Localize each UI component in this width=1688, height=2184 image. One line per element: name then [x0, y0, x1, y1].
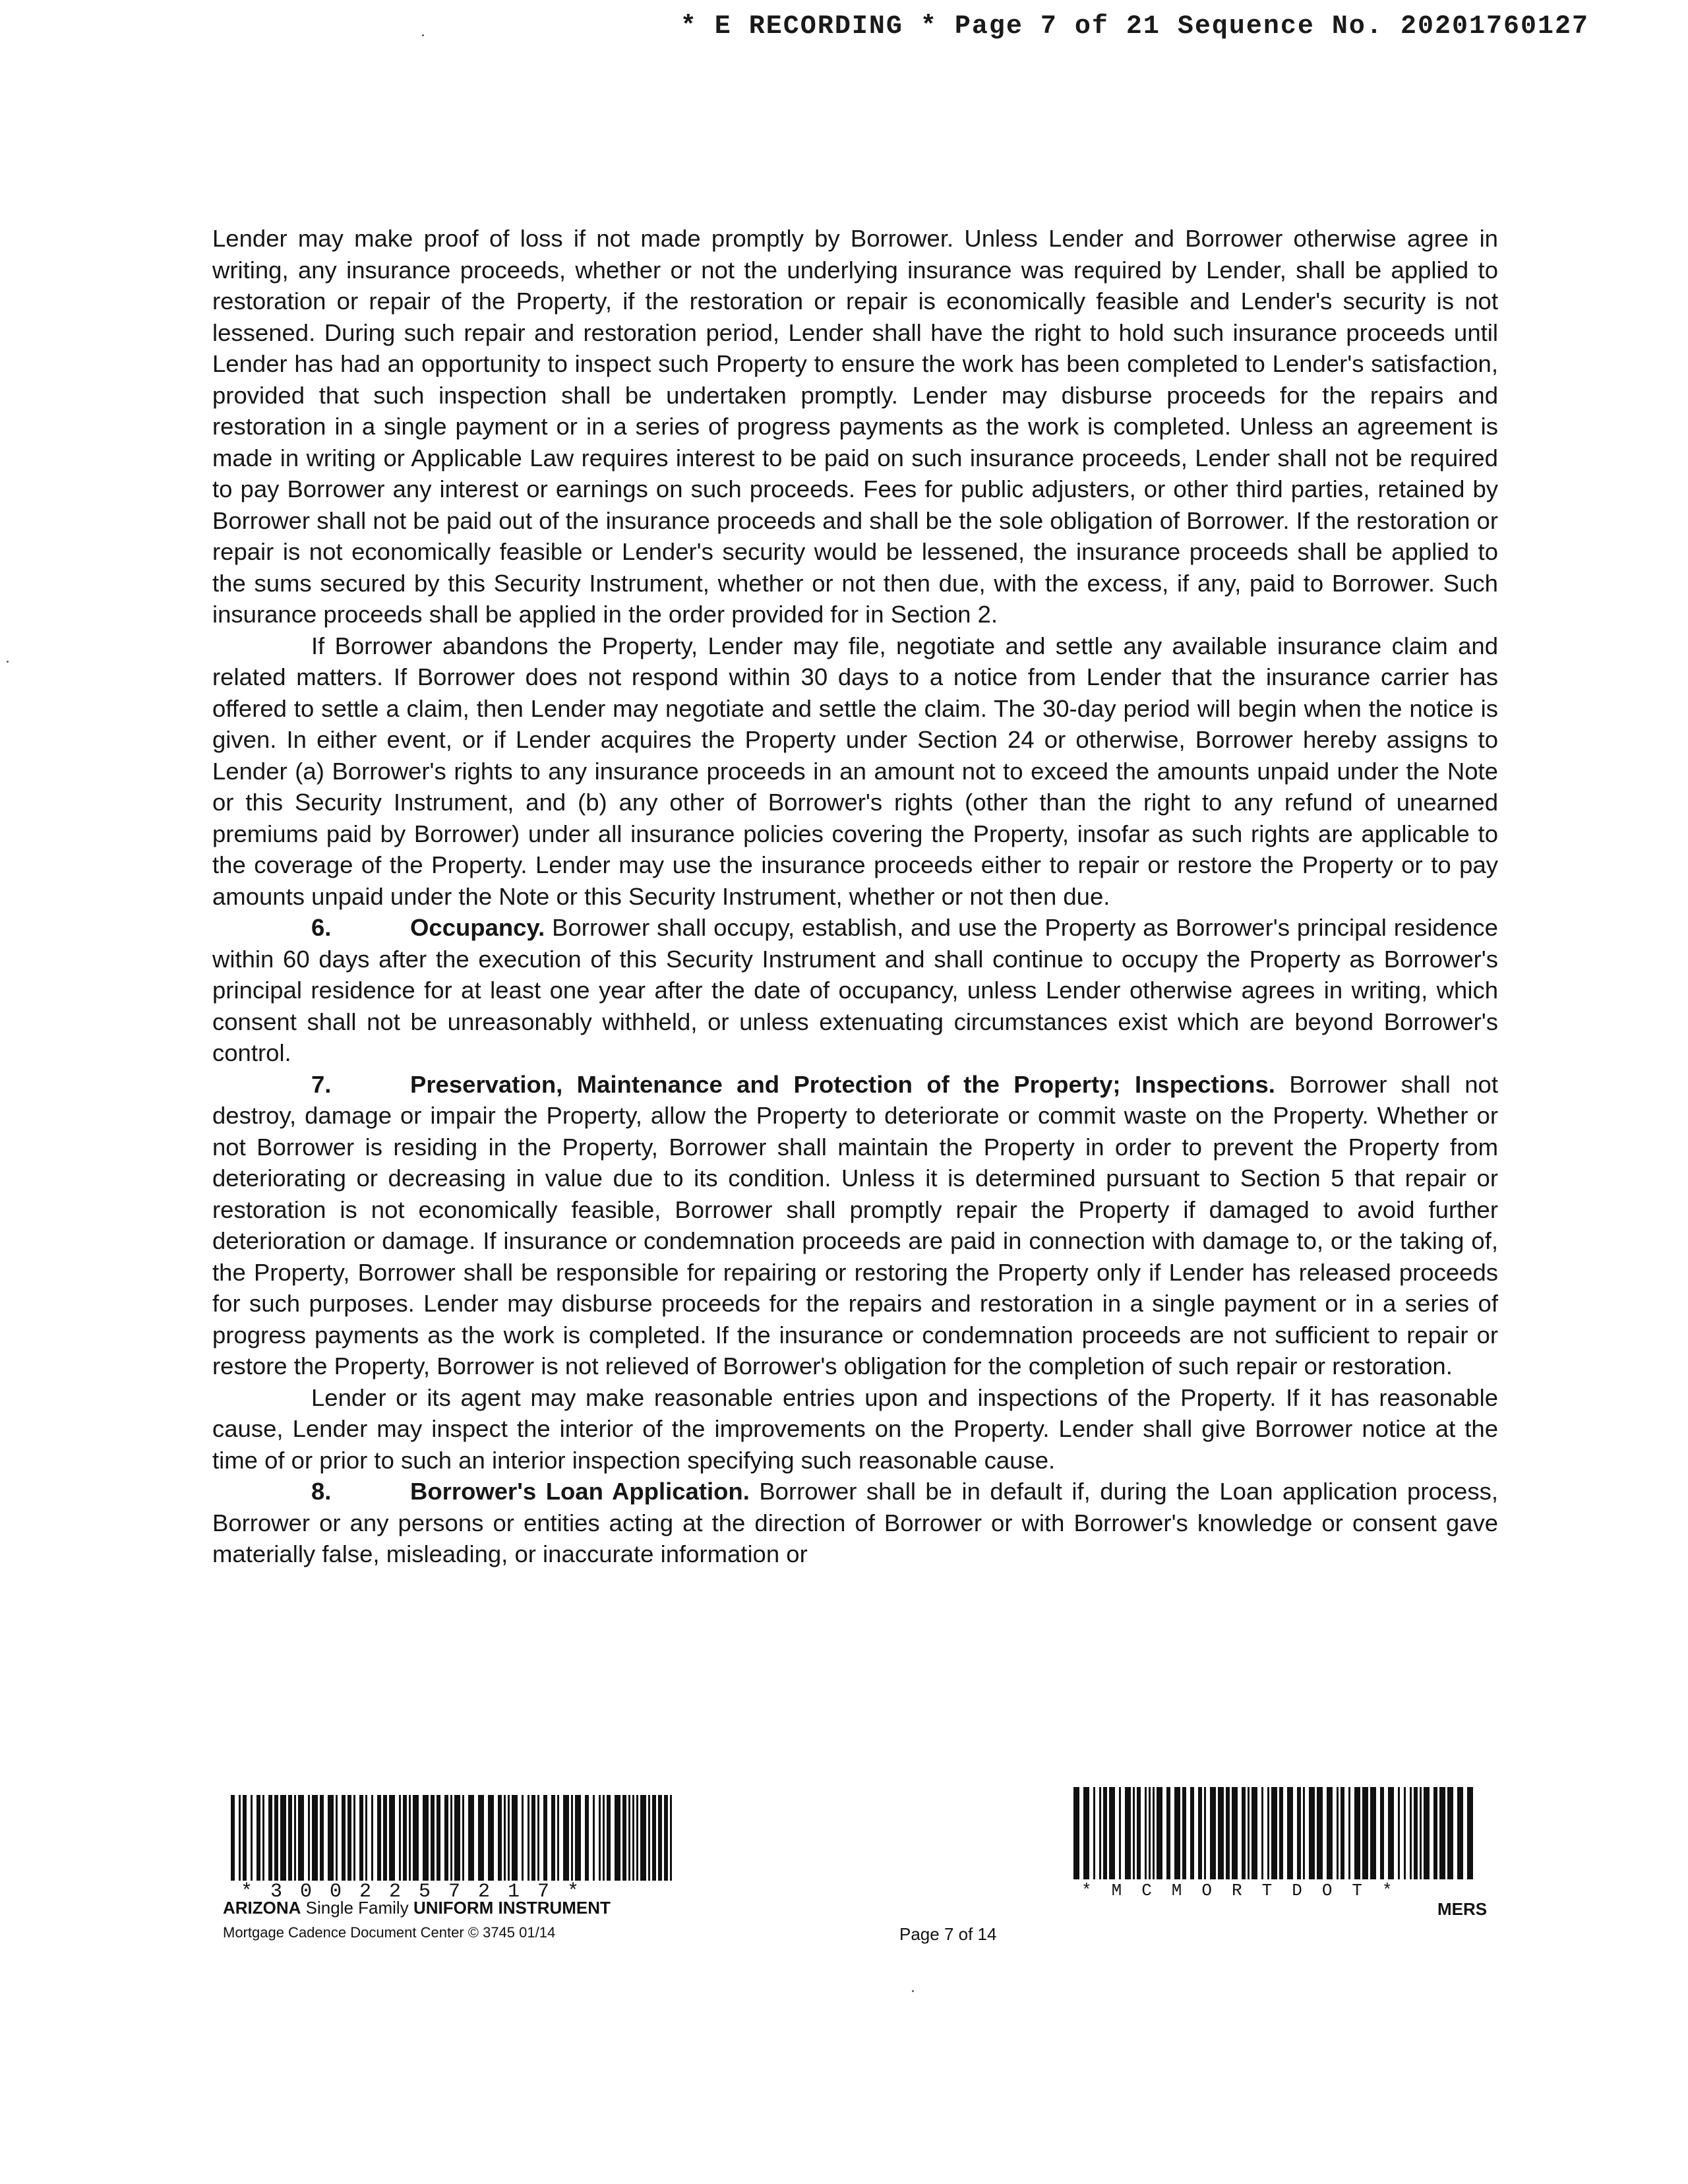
barcode-bar: [1248, 1787, 1250, 1879]
barcode-bar: [1404, 1787, 1406, 1879]
barcode-bar: [359, 1795, 363, 1881]
barcode-bar: [377, 1795, 381, 1881]
barcode-bar: [298, 1795, 304, 1881]
barcode-bar: [1182, 1787, 1186, 1879]
barcode-bar: [575, 1795, 581, 1881]
barcode-bar: [640, 1795, 646, 1881]
barcode-bar: [1327, 1787, 1333, 1879]
barcode-bar: [268, 1795, 272, 1881]
barcode-bar: [1337, 1787, 1339, 1879]
barcode-bar: [1198, 1787, 1202, 1879]
barcode-bar: [508, 1795, 510, 1881]
page-number: Page 7 of 14: [899, 1924, 997, 1944]
barcode-bar: [1109, 1787, 1115, 1879]
barcode-bar: [652, 1795, 656, 1881]
barcode-bar: [1149, 1787, 1151, 1879]
barcode-bar: [1204, 1787, 1206, 1879]
barcode-bar: [1362, 1787, 1368, 1879]
barcode-bar: [636, 1795, 638, 1881]
barcode-bar: [1232, 1787, 1238, 1879]
barcode-right-graphic: [1073, 1787, 1482, 1879]
barcode-bar: [1410, 1787, 1412, 1879]
barcode-bar: [403, 1795, 407, 1881]
form-source: Mortgage Cadence Document Center © 3745 01/14: [223, 1924, 556, 1941]
barcode-bar: [1166, 1787, 1170, 1879]
section-8-loan-application: [212, 1476, 1498, 1570]
section-title: Borrower's Loan Application.: [410, 1478, 750, 1505]
barcode-bar: [1388, 1787, 1394, 1879]
barcode-bar: [413, 1795, 419, 1881]
scan-speck: [7, 661, 9, 663]
barcode-bar: [603, 1795, 605, 1881]
section-number: 7.: [311, 1070, 332, 1098]
barcode-bar: [670, 1795, 672, 1881]
barcode-bar: [371, 1795, 373, 1881]
barcode-bar: [599, 1795, 601, 1881]
barcode-bar: [256, 1795, 260, 1881]
barcode-bar: [312, 1795, 318, 1881]
barcode-bar: [537, 1795, 539, 1881]
barcode-bar: [593, 1795, 595, 1881]
barcode-bar: [336, 1795, 338, 1881]
barcode-bar: [1467, 1787, 1473, 1879]
barcode-bar: [251, 1795, 253, 1881]
barcode-bar: [1457, 1787, 1463, 1879]
barcode-bar: [239, 1795, 241, 1881]
barcode-bar: [262, 1795, 264, 1881]
barcode-bar: [383, 1795, 387, 1881]
barcode-bar: [1137, 1787, 1141, 1879]
form-description: Single Family: [301, 1898, 413, 1918]
barcode-bar: [1380, 1787, 1384, 1879]
paragraph-abandonment: If Borrower abandons the Property, Lender may file, negotiate and settle any available insurance claim and related matters. If Borrower does not respond within 30 days to a notice from Lender that the insurance carrier has offered to settle a claim, then Lender may negotiate and settle the claim. The 30-day period will begin when the notice is given. In either event, or if Lender acquires the Property under Section 24 or otherwise, Borrower hereby assigns to Lender (a) Borrower's rights to any insurance proceeds in an amount not to exceed the amounts unpaid under the Note or this Security Instrument, and (b) any other of Borrower's rights (other than the right to any refund of unearned premiums paid by Borrower) under all insurance policies covering the Property, insofar as such rights are applicable to the coverage of the Property. Lender may use the insurance proceeds either to repair or restore the Property or to pay amounts unpaid under the Note or this Security Instrument, whether or not then due.: [212, 632, 1498, 910]
section-number: 8.: [311, 1478, 332, 1505]
barcode-bar: [1093, 1787, 1095, 1879]
barcode-bar: [462, 1795, 464, 1881]
barcode-bar: [504, 1795, 506, 1881]
form-identifier: [223, 1898, 611, 1918]
barcode-left-graphic: [231, 1795, 678, 1881]
barcode-bar: [1341, 1787, 1344, 1879]
barcode-bar: [1226, 1787, 1230, 1879]
barcode-bar: [1133, 1787, 1135, 1879]
section-title: Occupancy.: [410, 914, 545, 941]
barcode-bar: [1242, 1787, 1246, 1879]
barcode-bar: [1433, 1787, 1437, 1879]
barcode-bar: [607, 1795, 611, 1881]
barcode-bar: [231, 1795, 235, 1881]
barcode-bar: [648, 1795, 650, 1881]
barcode-bar: [1348, 1787, 1350, 1879]
barcode-bar: [1297, 1787, 1301, 1879]
barcode-bar: [563, 1795, 569, 1881]
barcode-bar: [615, 1795, 620, 1881]
barcode-bar: [1174, 1787, 1180, 1879]
barcode-bar: [1398, 1787, 1400, 1879]
section-text: Borrower shall not destroy, damage or impair the Property, allow the Property to deteriorate or commit waste on the Property. Whether or not Borrower is residing in the Property, Borrower shall maintain the Property in order to prevent the Property from deteriorating or decreasing in value due to its condition. Unless it is determined pursuant to Section 5 that repair or restoration is not economically feasible, Borrower shall promptly repair the Property if damaged to avoid further deterioration or damage. If insurance or condemnation proceeds are paid in connection with damage to, or the taking of, the Property, Borrower shall be responsible for repairing or restoring the Property only if Lender has released proceeds for such purposes. Lender may disburse proceeds for the repairs and restoration in a single payment or in a series of progress payments as the work is completed. If the insurance or condemnation proceeds are not sufficient to repair or restore the Property, Borrower is not relieved of Borrower's obligation for the completion of such repair or restoration.: [212, 1070, 1498, 1380]
barcode-bar: [468, 1795, 474, 1881]
barcode-bar: [294, 1795, 296, 1881]
barcode-bar: [389, 1795, 395, 1881]
barcode-bar: [543, 1795, 547, 1881]
barcode-bar: [585, 1795, 589, 1881]
barcode-bar: [531, 1795, 535, 1881]
recording-header: * E RECORDING * Page 7 of 21 Sequence No. 20201760127: [680, 12, 1589, 42]
barcode-bar: [1287, 1787, 1293, 1879]
barcode-bar: [498, 1795, 502, 1881]
barcode-bar: [571, 1795, 573, 1881]
barcode-bar: [454, 1795, 460, 1881]
section-7-preservation: [212, 1069, 1498, 1382]
barcode-bar: [1303, 1787, 1305, 1879]
barcode-bar: [1119, 1787, 1121, 1879]
barcode-bar: [478, 1795, 484, 1881]
barcode-bar: [1447, 1787, 1453, 1879]
barcode-bar: [1145, 1787, 1147, 1879]
barcode-bar: [1309, 1787, 1315, 1879]
barcode-bar: [1073, 1787, 1079, 1879]
barcode-bar: [557, 1795, 559, 1881]
barcode-bar: [512, 1795, 518, 1881]
barcode-bar: [353, 1795, 355, 1881]
section-text: Borrower shall occupy, establish, and use the Property as Borrower's principal residence within 60 days after the execution of this Security Instrument and shall continue to occupy the Property as Borrower's principal residence for at least one year after the date of occupancy, unless Lender otherwise agrees in writing, which consent shall not be unreasonably withheld, or unless extenuating circumstances exist which are beyond Borrower's control.: [212, 914, 1498, 1066]
barcode-bar: [1153, 1787, 1155, 1879]
barcode-bar: [1261, 1787, 1263, 1879]
paragraph-inspections: Lender or its agent may make reasonable entries upon and inspections of the Property. If it has reasonable cause, Lender may inspect the interior of the improvements on the Property. Lender shall give Borrower notice at the time of or prior to such an interior inspection specifying such reasonable cause.: [212, 1383, 1498, 1474]
barcode-bar: [1279, 1787, 1283, 1879]
barcode-bar: [1210, 1787, 1216, 1879]
barcode-bar: [308, 1795, 310, 1881]
barcode-bar: [288, 1795, 292, 1881]
barcode-bar: [423, 1795, 429, 1881]
barcode-bar: [1424, 1787, 1430, 1879]
barcode-bar: [274, 1795, 278, 1881]
barcode-bar: [409, 1795, 411, 1881]
section-text: Borrower shall be in default if, during the Loan application process, Borrower or any persons or entities acting at the direction of Borrower or with Borrower's knowledge or consent gave materially false, misleading, or inaccurate information or: [212, 1478, 1498, 1567]
barcode-bar: [1317, 1787, 1323, 1879]
scan-speck: [912, 1990, 914, 1992]
section-number: 6.: [311, 914, 332, 941]
form-title: UNIFORM INSTRUMENT: [413, 1898, 611, 1918]
barcode-left-caption: *3002257217*: [241, 1881, 597, 1903]
barcode-bar: [328, 1795, 334, 1881]
barcode-bar: [658, 1795, 662, 1881]
barcode-bar: [1420, 1787, 1422, 1879]
barcode-bar: [1103, 1787, 1107, 1879]
barcode-bar: [664, 1795, 668, 1881]
barcode-bar: [1267, 1787, 1269, 1879]
barcode-bar: [1125, 1787, 1131, 1879]
barcode-bar: [243, 1795, 247, 1881]
barcode-bar: [551, 1795, 555, 1881]
mers-label: MERS: [1437, 1899, 1488, 1919]
barcode-bar: [347, 1795, 351, 1881]
barcode-bar: [1083, 1787, 1089, 1879]
barcode-bar: [488, 1795, 494, 1881]
barcode-bar: [320, 1795, 324, 1881]
barcode-bar: [1414, 1787, 1418, 1879]
barcode-bar: [437, 1795, 440, 1881]
barcode-bar: [1218, 1787, 1224, 1879]
barcode-bar: [622, 1795, 626, 1881]
barcode-bar: [522, 1795, 524, 1881]
barcode-bar: [528, 1795, 529, 1881]
section-6-occupancy: [212, 912, 1498, 1069]
barcode-bar: [399, 1795, 401, 1881]
barcode-bar: [632, 1795, 634, 1881]
barcode-right: [1073, 1787, 1482, 1879]
form-state: ARIZONA: [223, 1898, 301, 1918]
barcode-bar: [1370, 1787, 1376, 1879]
barcode-bar: [628, 1795, 630, 1881]
barcode-bar: [431, 1795, 435, 1881]
barcode-right-caption: *MCMORTDOT*: [1081, 1881, 1412, 1900]
scan-speck: [422, 34, 424, 36]
barcode-bar: [1157, 1787, 1162, 1879]
section-title: Preservation, Maintenance and Protection of the Property; Inspections.: [410, 1070, 1275, 1098]
barcode-bar: [1354, 1787, 1360, 1879]
barcode-bar: [342, 1795, 346, 1881]
barcode-bar: [1271, 1787, 1277, 1879]
barcode-bar: [1190, 1787, 1194, 1879]
barcode-bar: [1099, 1787, 1101, 1879]
document-body: [212, 223, 1498, 1570]
barcode-bar: [1439, 1787, 1445, 1879]
barcode-bar: [444, 1795, 448, 1881]
paragraph-insurance-proceeds: Lender may make proof of loss if not made promptly by Borrower. Unless Lender and Borrower otherwise agree in writing, any insurance proceeds, whether or not the underlying insurance was required by Lender, shall be applied to restoration or repair of the Property, if the restoration or repair is economically feasible and Lender's security is not lessened. During such repair and restoration period, Lender shall have the right to hold such insurance proceeds until Lender has had an opportunity to inspect such Property to ensure the work has been completed to Lender's satisfaction, provided that such inspection shall be undertaken promptly. Lender may disburse proceeds for the repairs and restoration in a single payment or in a series of progress payments as the work is completed. Unless an agreement is made in writing or Applicable Law requires interest to be paid on such insurance proceeds, Lender shall not be required to pay Borrower any interest or earnings on such proceeds. Fees for public adjusters, or other third parties, retained by Borrower shall not be paid out of the insurance proceeds and shall be the sole obligation of Borrower. If the restoration or repair is not economically feasible or Lender's security would be lessened, the insurance proceeds shall be applied to the sums secured by this Security Instrument, whether or not then due, with the excess, if any, paid to Borrower. Such insurance proceeds shall be applied in the order provided for in Section 2.: [212, 225, 1498, 628]
barcode-bar: [365, 1795, 367, 1881]
barcode-bar: [1251, 1787, 1257, 1879]
barcode-bar: [280, 1795, 286, 1881]
barcode-left: [231, 1795, 678, 1881]
barcode-bar: [450, 1795, 452, 1881]
